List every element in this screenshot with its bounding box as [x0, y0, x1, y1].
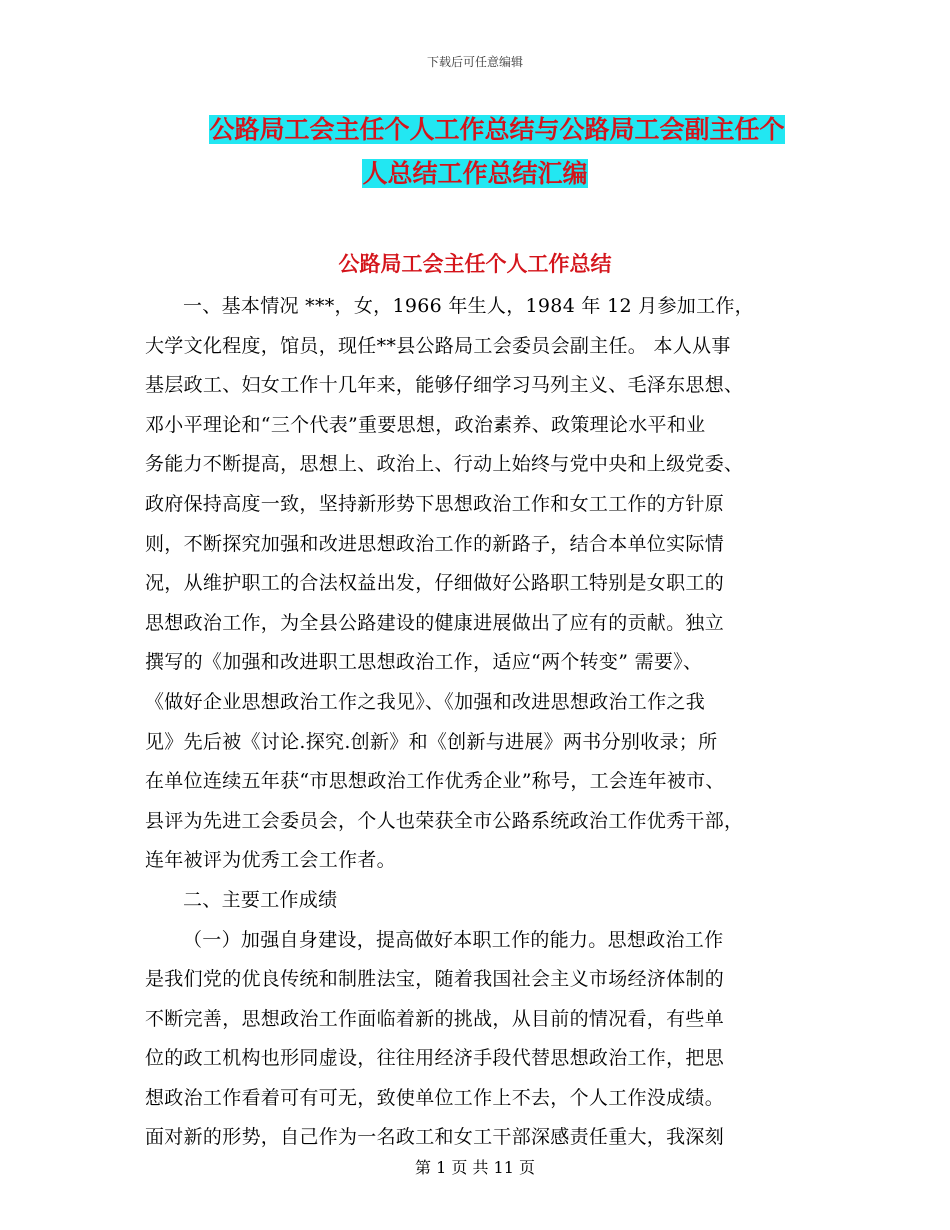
- document-title-line-1: 公路局工会主任个人工作总结与公路局工会副主任个: [209, 115, 785, 144]
- paragraph-line: 则，不断探究加强和改进思想政治工作的新路子，结合本单位实际情: [145, 532, 725, 555]
- header-note: 下载后可任意编辑: [426, 55, 523, 69]
- paragraph-line: 连年被评为优秀工会工作者。: [145, 849, 396, 872]
- paragraph-line: 位的政工机构也形同虚设，往往用经济手段代替思想政治工作，把思: [145, 1047, 725, 1070]
- paragraph-line: 务能力不断提高，思想上、政治上、行动上始终与党中央和上级党委、: [145, 453, 744, 476]
- paragraph-line: 是我们党的优良传统和制胜法宝，随着我国社会主义市场经济体制的: [145, 968, 725, 991]
- paragraph-line: 基层政工、妇女工作十几年来，能够仔细学习马列主义、毛泽东思想、: [145, 374, 744, 397]
- paragraph-line: 不断完善，思想政治工作面临着新的挑战，从目前的情况看，有些单: [145, 1007, 725, 1030]
- paragraph-line: 大学文化程度，馆员，现任**县公路局工会委员会副主任。 本人从事: [145, 334, 731, 357]
- paragraph-line: 面对新的形势，自己作为一名政工和女工干部深感责任重大，我深刻: [145, 1126, 725, 1149]
- document-title-line-2: 人总结工作总结汇编: [362, 159, 588, 188]
- section-title: 公路局工会主任个人工作总结: [338, 252, 612, 276]
- paragraph-line: 想政治工作看着可有可无，致使单位工作上不去，个人工作没成绩。: [145, 1086, 725, 1109]
- body-text: [145, 287, 810, 1158]
- paragraph-line: 邓小平理论和“三个代表”重要思想，政治素养、政策理论水平和业: [145, 413, 706, 436]
- paragraph-line: 况，从维护职工的合法权益出发，仔细做好公路职工特别是女职工的: [145, 572, 725, 595]
- paragraph-line: （一）加强自身建设，提高做好本职工作的能力。思想政治工作: [183, 928, 724, 951]
- paragraph-line: 思想政治工作，为全县公路建设的健康进展做出了应有的贡献。独立: [145, 611, 725, 634]
- paragraph-line: 县评为先进工会委员会，个人也荣获全市公路系统政治工作优秀干部，: [145, 809, 744, 832]
- paragraph-line: 见》先后被《讨论.探究.创新》和《创新与进展》两书分别收录；所: [145, 730, 718, 753]
- paragraph-line: 撰写的《加强和改进职工思想政治工作，适应“两个转变” 需要》、: [145, 651, 703, 674]
- paragraph-line: 一、基本情况 ***，女，1966 年生人，1984 年 12 月参加工作，: [183, 295, 754, 317]
- page-footer: 第 1 页 共 11 页: [415, 1158, 535, 1177]
- paragraph-line: 《做好企业思想政治工作之我见》、《加强和改进思想政治工作之我: [145, 690, 706, 713]
- paragraph-line: 在单位连续五年获“市思想政治工作优秀企业”称号，工会连年被市、: [145, 770, 725, 793]
- section-heading-line: 二、主要工作成绩: [183, 888, 338, 911]
- paragraph-line: 政府保持高度一致，坚持新形势下思想政治工作和女工工作的方针原: [145, 492, 725, 515]
